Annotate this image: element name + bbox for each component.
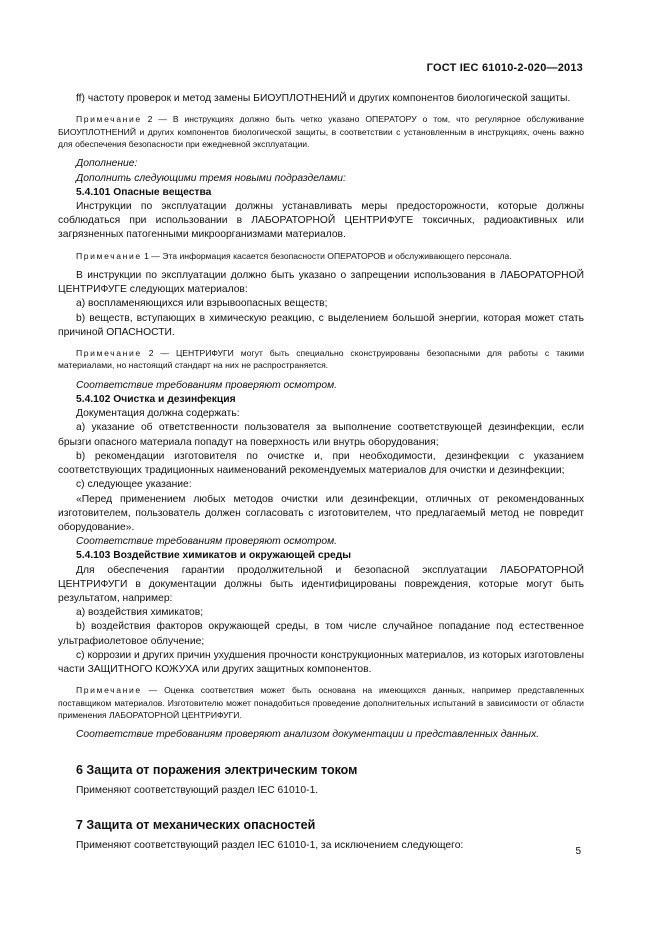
page-number: 5 bbox=[575, 846, 581, 857]
italic-paragraph: Соответствие требованиям проверяют осмотром. bbox=[76, 379, 338, 391]
body-paragraph: В инструкции по эксплуатации должно быть указано о запрещении использования в ЛАБОРАТОРНОЙ ЦЕНТРИФУГЕ следующих материалов: bbox=[58, 270, 584, 296]
spacer bbox=[58, 777, 584, 784]
note-label: Примечание bbox=[76, 250, 142, 261]
italic-paragraph: Дополнить следующими тремя новыми подразделами: bbox=[76, 172, 346, 184]
note-paragraph bbox=[58, 347, 584, 372]
section-heading: 7 Защита от механических опасностей bbox=[76, 817, 316, 832]
spacer bbox=[58, 677, 584, 684]
body-paragraph: c) коррозии и других причин ухудшения прочности конструкционных материалов, из которых изготовлены части ЗАЩИТНОГО КОЖУХА или других защитных компонентов. bbox=[58, 649, 584, 675]
spacer bbox=[58, 743, 584, 753]
spacer bbox=[58, 372, 584, 379]
note-label: Примечание bbox=[76, 685, 142, 696]
note-paragraph bbox=[58, 684, 584, 721]
body-paragraph: Инструкции по эксплуатации должны устанавливать меры предосторожности, которые должны соблюдаться при использовании в ЛАБОРАТОРНОЙ ЦЕНТРИФУГЕ токсичных, радиоактивных или загрязненных патогенными микроорганизмами материалов. bbox=[58, 201, 584, 241]
subsection-heading: 5.4.101 Опасные вещества bbox=[76, 186, 212, 198]
spacer bbox=[58, 721, 584, 728]
note-text: — Оценка соответствия может быть основана на имеющихся данных, например представленных поставщиком материалов. Изготовителю может понадобиться проведение дополнительных испытаний в зависимости от области применения ЛАБОРАТОРНОЙ ЦЕНТРИФУГИ. bbox=[58, 685, 584, 720]
spacer bbox=[58, 243, 584, 250]
note-label: Примечание bbox=[76, 114, 142, 125]
italic-paragraph: Дополнение: bbox=[76, 158, 138, 170]
note-text: 2 — ЦЕНТРИФУГИ могут быть специально сконструированы безопасными для работы с такими материалами, но настоящий стандарт на них не распространяется. bbox=[58, 348, 584, 371]
body-paragraph: «Перед применением любых методов очистки или дезинфекции, отличных от рекомендованных изготовителем, пользователь должен согласовать с изготовителем, что предлагаемый метод не повредит оборудование». bbox=[58, 493, 584, 533]
body-paragraph: a) воздействия химикатов; bbox=[76, 607, 204, 619]
spacer bbox=[58, 753, 584, 763]
body-paragraph: a) воспламеняющихся или взрывоопасных веществ; bbox=[76, 298, 328, 310]
spacer bbox=[58, 150, 584, 157]
body-paragraph: Применяют соответствующий раздел IEC 61010-1, за исключением следующего: bbox=[76, 840, 464, 852]
spacer bbox=[58, 832, 584, 839]
body-paragraph: Для обеспечения гарантии продолжительной и безопасной эксплуатации ЛАБОРАТОРНОЙ ЦЕНТРИФУГИ в документации должны быть идентифицированы повреждения, которые могут быть результатом, например: bbox=[58, 564, 584, 604]
document-header: ГОСТ IEC 61010-2-020—2013 bbox=[426, 62, 583, 74]
section-heading: 6 Защита от поражения электрическим током bbox=[76, 762, 358, 777]
body-paragraph: a) указание об ответственности пользователя за выполнение соответствующей дезинфекции, если брызги опасного материала попадут на поверхность или внутрь оборудования; bbox=[58, 422, 584, 448]
spacer bbox=[58, 808, 584, 818]
spacer bbox=[58, 798, 584, 808]
spacer bbox=[58, 262, 584, 269]
note-paragraph bbox=[58, 113, 584, 150]
note-text: 2 — В инструкциях должно быть четко указано ОПЕРАТОРУ о том, что регулярное обслуживание БИОУПЛОТНЕНИЙ и других компонентов биологической защиты, в соответствии с установленным в инструкциях, очень важно для обеспечения безопасности при ежедневной эксплуатации. bbox=[58, 114, 584, 150]
note-text: 1 — Эта информация касается безопасности ОПЕРАТОРОВ и обслуживающего персонала. bbox=[141, 250, 512, 261]
body-paragraph: b) веществ, вступающих в химическую реакцию, с выделением большой энергии, которая может стать причиной ОПАСНОСТИ. bbox=[58, 312, 584, 338]
body-paragraph: ff) частоту проверок и метод замены БИОУПЛОТНЕНИЙ и других компонентов биологической защиты. bbox=[76, 93, 571, 104]
subsection-heading: 5.4.103 Воздействие химикатов и окружающей среды bbox=[76, 550, 352, 562]
subsection-heading: 5.4.102 Очистка и дезинфекция bbox=[76, 394, 236, 406]
body-paragraph: b) воздействия факторов окружающей среды, в том числе случайное попадание под естественное ультрафиолетовое облучение; bbox=[58, 621, 584, 647]
spacer bbox=[58, 106, 584, 113]
spacer bbox=[58, 340, 584, 347]
italic-paragraph: Соответствие требованиям проверяют анализом документации и представленных данных. bbox=[76, 729, 540, 741]
document-body bbox=[58, 92, 584, 853]
note-label: Примечание bbox=[76, 348, 142, 359]
body-paragraph: b) рекомендации изготовителя по очистке и, при необходимости, дезинфекции с указанием соответствующих традиционных наименований рекомендуемых материалов для очистки и дезинфекции; bbox=[58, 450, 584, 477]
italic-paragraph: Соответствие требованиям проверяют осмотром. bbox=[76, 536, 338, 548]
body-paragraph: Применяют соответствующий раздел IEC 61010-1. bbox=[76, 784, 319, 796]
note-paragraph bbox=[58, 250, 584, 262]
body-paragraph: c) следующее указание: bbox=[76, 479, 192, 491]
body-paragraph: Документация должна содержать: bbox=[76, 408, 240, 420]
